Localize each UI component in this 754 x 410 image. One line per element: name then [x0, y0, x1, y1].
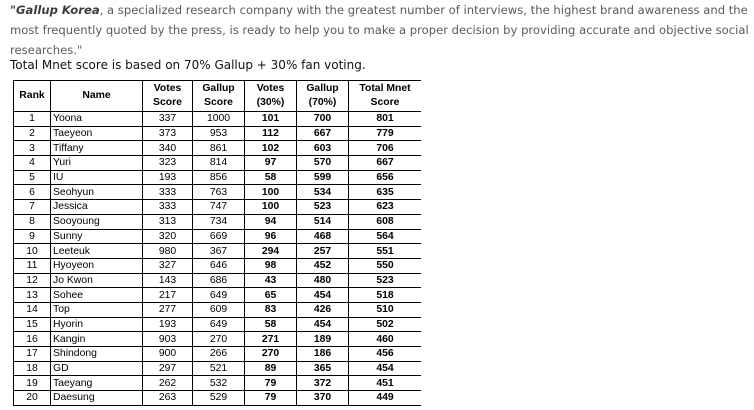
- cell-gallup-score: 814: [193, 156, 245, 171]
- cell-gallup-70: 514: [297, 214, 349, 229]
- cell-total-mnet-score: 454: [349, 361, 422, 376]
- table-row: [14, 156, 422, 171]
- cell-votes-30: 58: [245, 317, 297, 332]
- cell-votes-30: 100: [245, 200, 297, 215]
- cell-rank: 19: [14, 376, 51, 391]
- cell-votes-score: 980: [143, 244, 193, 259]
- cell-total-mnet-score: 518: [349, 288, 422, 303]
- cell-votes-30: 96: [245, 229, 297, 244]
- cell-votes-30: 270: [245, 347, 297, 362]
- cell-votes-score: 340: [143, 141, 193, 156]
- cell-total-mnet-score: 451: [349, 376, 422, 391]
- cell-gallup-70: 534: [297, 185, 349, 200]
- cell-name: Jo Kwon: [51, 273, 143, 288]
- cell-name: GD: [51, 361, 143, 376]
- cell-gallup-score: 861: [193, 141, 245, 156]
- cell-votes-score: 193: [143, 317, 193, 332]
- cell-votes-30: 294: [245, 244, 297, 259]
- table-row: [14, 126, 422, 141]
- cell-total-mnet-score: 502: [349, 317, 422, 332]
- cell-gallup-70: 603: [297, 141, 349, 156]
- cell-votes-score: 320: [143, 229, 193, 244]
- cell-gallup-70: 454: [297, 288, 349, 303]
- table-row: [14, 273, 422, 288]
- cell-gallup-score: 856: [193, 170, 245, 185]
- cell-name: IU: [51, 170, 143, 185]
- cell-total-mnet-score: 801: [349, 112, 422, 127]
- cell-total-mnet-score: 551: [349, 244, 422, 259]
- table-row: [14, 141, 422, 156]
- cell-name: Top: [51, 302, 143, 317]
- cell-votes-score: 217: [143, 288, 193, 303]
- table-row: [14, 302, 422, 317]
- cell-rank: 18: [14, 361, 51, 376]
- cell-name: Hyorin: [51, 317, 143, 332]
- cell-votes-30: 89: [245, 361, 297, 376]
- cell-gallup-70: 570: [297, 156, 349, 171]
- cell-name: Taeyeon: [51, 126, 143, 141]
- table-row: [14, 229, 422, 244]
- cell-gallup-score: 734: [193, 214, 245, 229]
- cell-gallup-score: 953: [193, 126, 245, 141]
- table-row: [14, 185, 422, 200]
- header-name: Name: [51, 81, 143, 112]
- table-row: [14, 332, 422, 347]
- cell-rank: 7: [14, 200, 51, 215]
- cell-gallup-70: 186: [297, 347, 349, 362]
- header-rank: Rank: [14, 81, 51, 112]
- cell-rank: 10: [14, 244, 51, 259]
- cell-gallup-score: 529: [193, 391, 245, 406]
- cell-votes-30: 100: [245, 185, 297, 200]
- cell-gallup-score: 747: [193, 200, 245, 215]
- header-gallup-score: Gallup Score: [193, 81, 245, 112]
- cell-votes-score: 903: [143, 332, 193, 347]
- cell-gallup-score: 367: [193, 244, 245, 259]
- cell-votes-30: 98: [245, 258, 297, 273]
- cell-votes-score: 333: [143, 185, 193, 200]
- cell-name: Hyoyeon: [51, 258, 143, 273]
- cell-gallup-score: 521: [193, 361, 245, 376]
- cell-gallup-70: 480: [297, 273, 349, 288]
- cell-gallup-70: 700: [297, 112, 349, 127]
- cell-gallup-score: 646: [193, 258, 245, 273]
- cell-rank: 2: [14, 126, 51, 141]
- cell-votes-30: 102: [245, 141, 297, 156]
- cell-gallup-score: 669: [193, 229, 245, 244]
- cell-total-mnet-score: 706: [349, 141, 422, 156]
- cell-gallup-70: 454: [297, 317, 349, 332]
- table-row: [14, 258, 422, 273]
- cell-votes-score: 277: [143, 302, 193, 317]
- cell-total-mnet-score: 608: [349, 214, 422, 229]
- cell-votes-30: 79: [245, 376, 297, 391]
- cell-rank: 16: [14, 332, 51, 347]
- cell-name: Shindong: [51, 347, 143, 362]
- cell-votes-30: 79: [245, 391, 297, 406]
- cell-rank: 14: [14, 302, 51, 317]
- cell-total-mnet-score: 550: [349, 258, 422, 273]
- cell-votes-score: 900: [143, 347, 193, 362]
- ranking-table: [13, 80, 421, 406]
- cell-gallup-score: 686: [193, 273, 245, 288]
- table-row: [14, 347, 422, 362]
- cell-total-mnet-score: 523: [349, 273, 422, 288]
- cell-gallup-70: 370: [297, 391, 349, 406]
- cell-name: Sooyoung: [51, 214, 143, 229]
- cell-votes-score: 323: [143, 156, 193, 171]
- cell-gallup-70: 667: [297, 126, 349, 141]
- cell-rank: 17: [14, 347, 51, 362]
- cell-name: Taeyang: [51, 376, 143, 391]
- cell-gallup-score: 1000: [193, 112, 245, 127]
- cell-votes-30: 97: [245, 156, 297, 171]
- cell-votes-score: 373: [143, 126, 193, 141]
- cell-total-mnet-score: 779: [349, 126, 422, 141]
- cell-votes-score: 193: [143, 170, 193, 185]
- cell-gallup-70: 599: [297, 170, 349, 185]
- cell-gallup-70: 468: [297, 229, 349, 244]
- cell-rank: 3: [14, 141, 51, 156]
- cell-rank: 11: [14, 258, 51, 273]
- table-row: [14, 170, 422, 185]
- cell-rank: 4: [14, 156, 51, 171]
- table-row: [14, 244, 422, 259]
- cell-name: Leeteuk: [51, 244, 143, 259]
- cell-votes-score: 297: [143, 361, 193, 376]
- table-body: [14, 112, 422, 406]
- table-row: [14, 361, 422, 376]
- cell-votes-30: 271: [245, 332, 297, 347]
- intro-text: , a specialized research company with the greatest number of interviews, the highest brand awareness and the most frequently quoted by the press, is ready to help you to make a proper decision by providing accurate and objective social researches.": [10, 3, 749, 57]
- gallup-intro-paragraph: [10, 0, 750, 60]
- cell-votes-score: 327: [143, 258, 193, 273]
- header-votes-30: Votes (30%): [245, 81, 297, 112]
- cell-rank: 13: [14, 288, 51, 303]
- cell-name: Sohee: [51, 288, 143, 303]
- cell-rank: 5: [14, 170, 51, 185]
- cell-votes-30: 83: [245, 302, 297, 317]
- cell-name: Jessica: [51, 200, 143, 215]
- cell-votes-score: 333: [143, 200, 193, 215]
- cell-total-mnet-score: 449: [349, 391, 422, 406]
- cell-rank: 12: [14, 273, 51, 288]
- cell-name: Kangin: [51, 332, 143, 347]
- cell-total-mnet-score: 656: [349, 170, 422, 185]
- header-total-mnet-score: Total Mnet Score: [349, 81, 422, 112]
- cell-name: Tiffany: [51, 141, 143, 156]
- table-row: [14, 317, 422, 332]
- cell-gallup-70: 365: [297, 361, 349, 376]
- table-header-row: [14, 81, 422, 112]
- cell-name: Yuri: [51, 156, 143, 171]
- table-row: [14, 112, 422, 127]
- header-votes-score: Votes Score: [143, 81, 193, 112]
- cell-gallup-70: 523: [297, 200, 349, 215]
- cell-gallup-score: 649: [193, 317, 245, 332]
- cell-gallup-score: 266: [193, 347, 245, 362]
- cell-rank: 20: [14, 391, 51, 406]
- cell-rank: 9: [14, 229, 51, 244]
- cell-gallup-70: 257: [297, 244, 349, 259]
- cell-votes-30: 101: [245, 112, 297, 127]
- cell-votes-score: 263: [143, 391, 193, 406]
- cell-total-mnet-score: 510: [349, 302, 422, 317]
- cell-total-mnet-score: 460: [349, 332, 422, 347]
- cell-name: Daesung: [51, 391, 143, 406]
- table-row: [14, 288, 422, 303]
- cell-name: Sunny: [51, 229, 143, 244]
- cell-gallup-70: 189: [297, 332, 349, 347]
- cell-gallup-70: 372: [297, 376, 349, 391]
- cell-rank: 8: [14, 214, 51, 229]
- cell-rank: 6: [14, 185, 51, 200]
- cell-votes-30: 65: [245, 288, 297, 303]
- cell-rank: 1: [14, 112, 51, 127]
- table-row: [14, 200, 422, 215]
- cell-votes-score: 262: [143, 376, 193, 391]
- cell-gallup-score: 532: [193, 376, 245, 391]
- cell-votes-30: 43: [245, 273, 297, 288]
- cell-gallup-score: 649: [193, 288, 245, 303]
- brand-name: "Gallup Korea: [10, 3, 100, 17]
- cell-gallup-70: 426: [297, 302, 349, 317]
- score-caption: Total Mnet score is based on 70% Gallup + 30% fan voting.: [10, 58, 366, 72]
- header-gallup-70: Gallup (70%): [297, 81, 349, 112]
- cell-gallup-score: 609: [193, 302, 245, 317]
- cell-votes-score: 337: [143, 112, 193, 127]
- cell-votes-30: 112: [245, 126, 297, 141]
- cell-total-mnet-score: 456: [349, 347, 422, 362]
- cell-gallup-score: 763: [193, 185, 245, 200]
- cell-total-mnet-score: 635: [349, 185, 422, 200]
- cell-total-mnet-score: 667: [349, 156, 422, 171]
- cell-votes-score: 313: [143, 214, 193, 229]
- table-row: [14, 391, 422, 406]
- cell-gallup-score: 270: [193, 332, 245, 347]
- cell-total-mnet-score: 623: [349, 200, 422, 215]
- cell-name: Seohyun: [51, 185, 143, 200]
- cell-rank: 15: [14, 317, 51, 332]
- cell-gallup-70: 452: [297, 258, 349, 273]
- ranking-table-container: [13, 80, 421, 410]
- cell-total-mnet-score: 564: [349, 229, 422, 244]
- cell-name: Yoona: [51, 112, 143, 127]
- cell-votes-score: 143: [143, 273, 193, 288]
- table-row: [14, 214, 422, 229]
- cell-votes-30: 94: [245, 214, 297, 229]
- cell-votes-30: 58: [245, 170, 297, 185]
- table-row: [14, 376, 422, 391]
